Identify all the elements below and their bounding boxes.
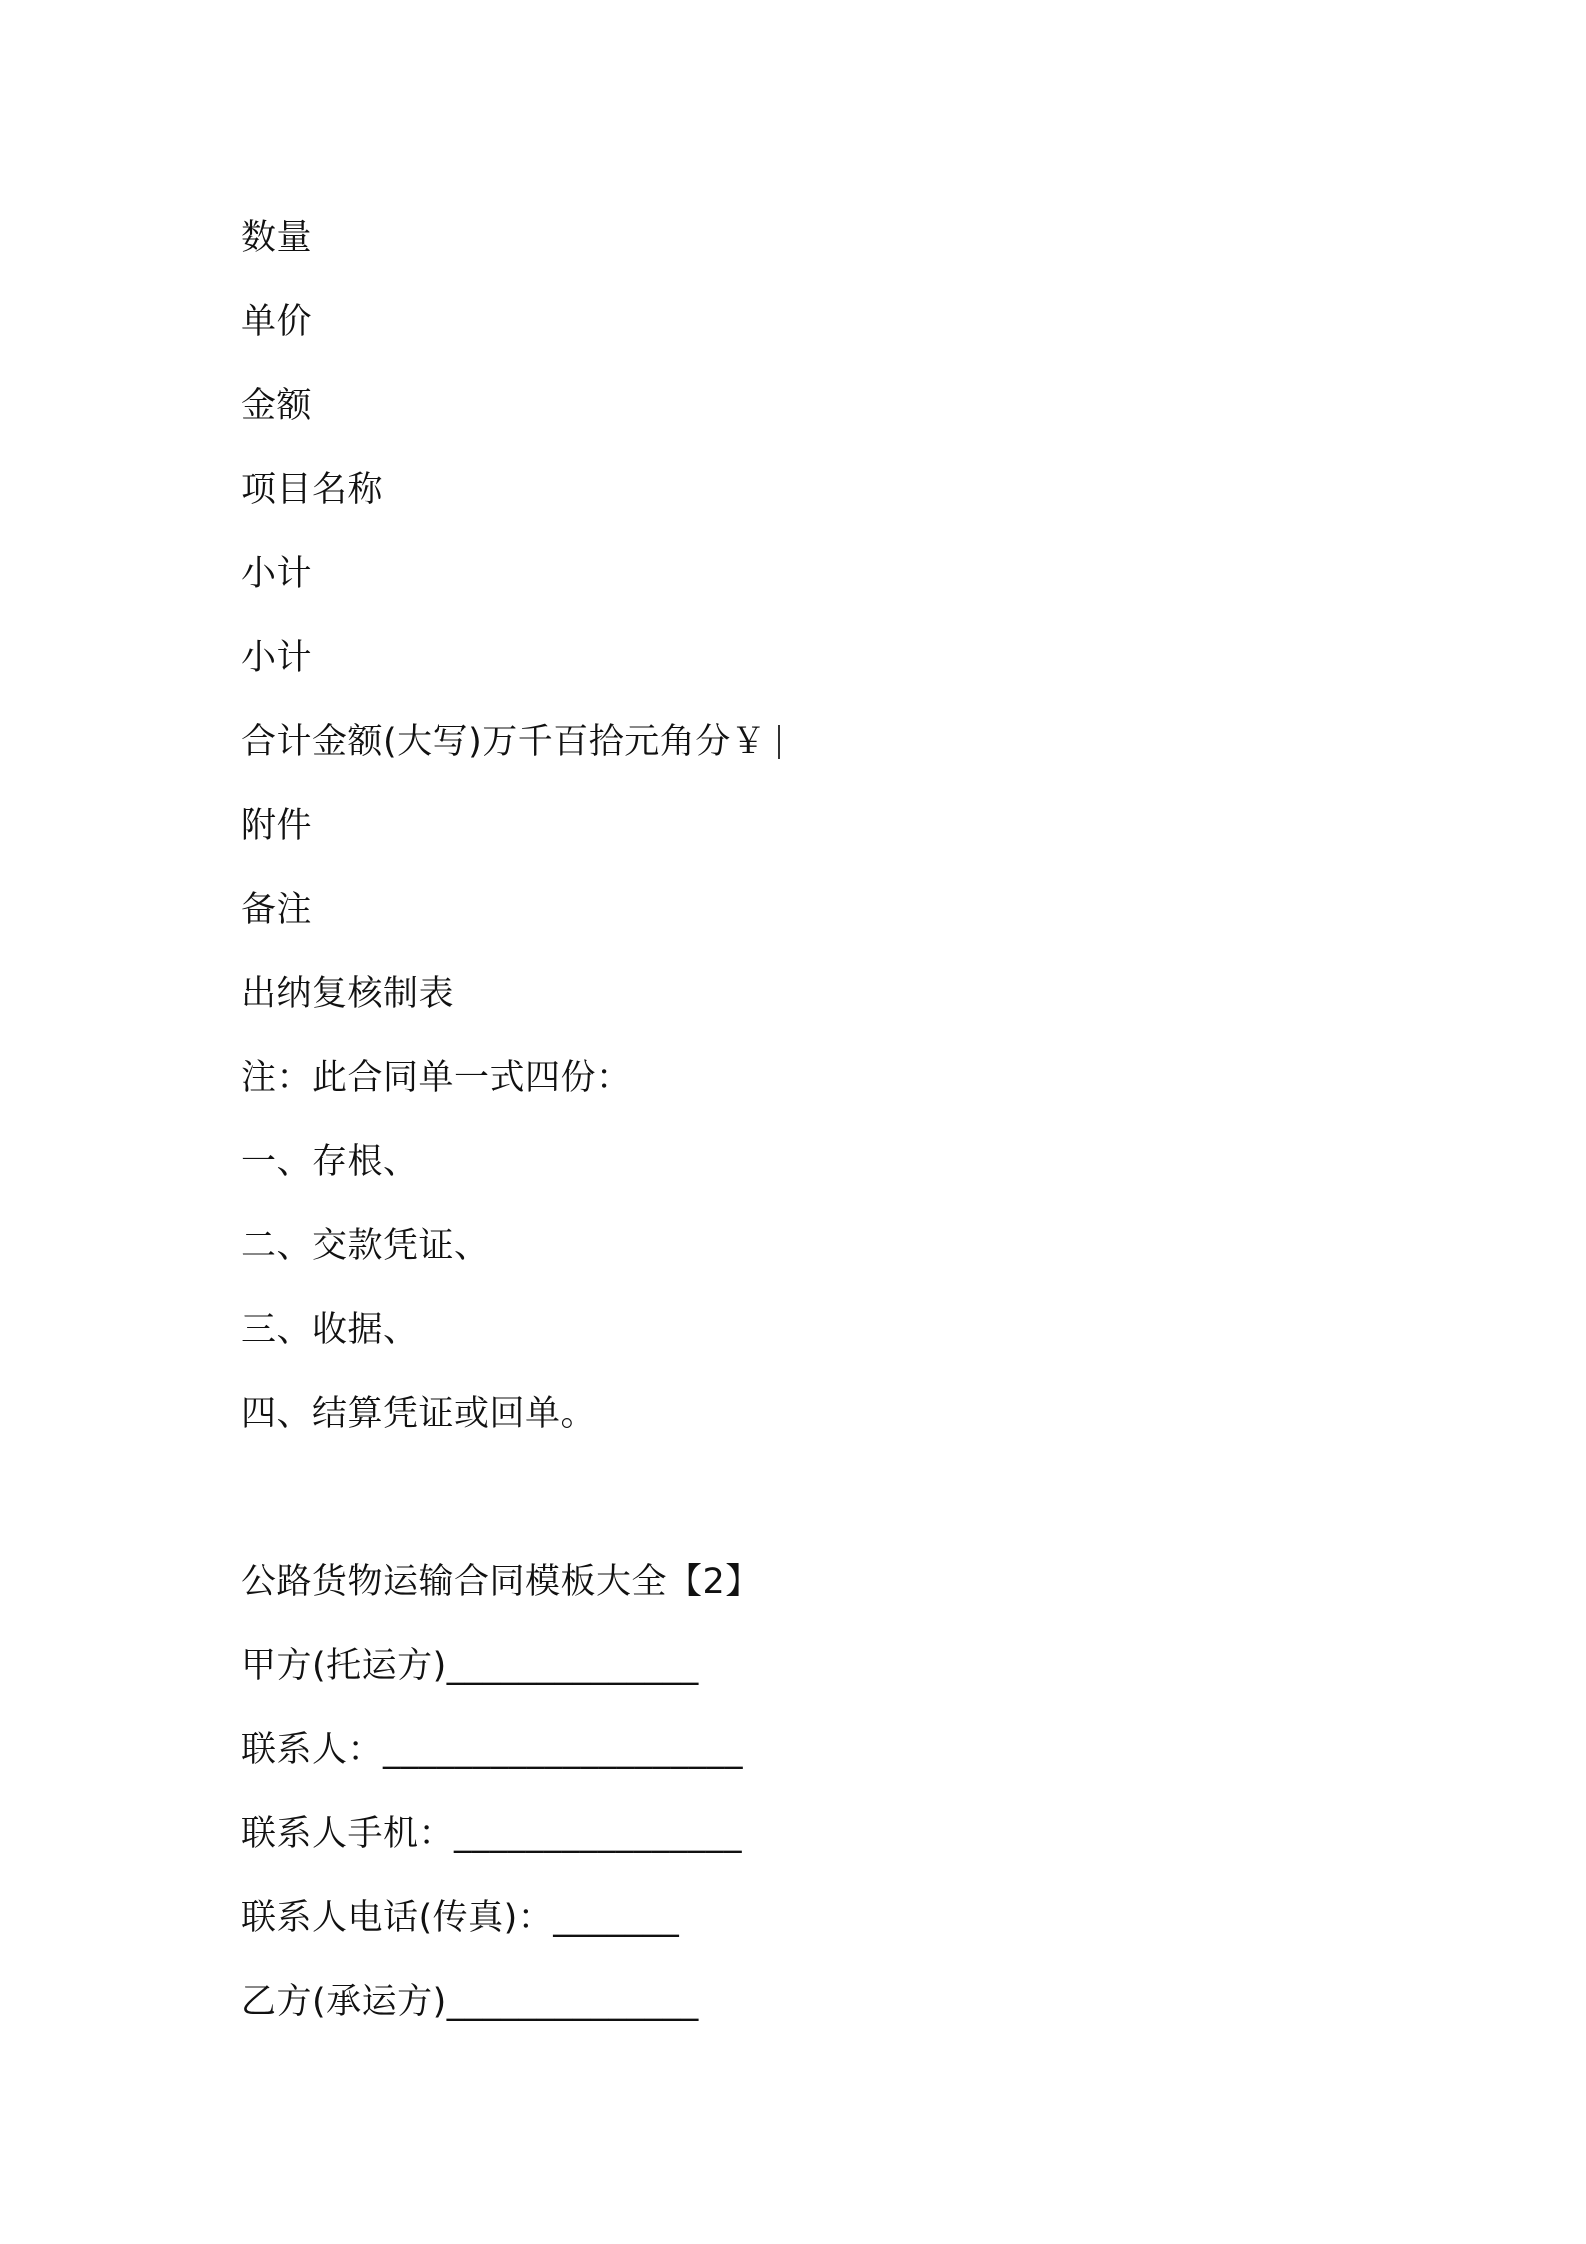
text-line-item-name: 项目名称 bbox=[241, 470, 384, 510]
field-contact-person: 联系人：____________________ bbox=[241, 1730, 744, 1770]
text-line-copy-2: 二、交款凭证、 bbox=[241, 1226, 490, 1266]
text-line-unit-price: 单价 bbox=[241, 302, 313, 342]
text-line-subtotal: 小计 bbox=[241, 554, 313, 594]
text-line-attachment: 附件 bbox=[241, 806, 313, 846]
section-spacer bbox=[241, 1456, 1341, 1540]
text-line-copy-3: 三、收据、 bbox=[241, 1310, 419, 1350]
text-line-copy-4: 四、结算凭证或回单。 bbox=[241, 1394, 597, 1434]
field-contact-mobile: 联系人手机：________________ bbox=[241, 1814, 743, 1854]
field-party-b: 乙方(承运方)______________ bbox=[241, 1982, 699, 2022]
section-title: 公路货物运输合同模板大全【2】 bbox=[241, 1562, 761, 1602]
text-cursor bbox=[778, 725, 780, 759]
text-line-signatures: 出纳复核制表 bbox=[241, 974, 455, 1014]
text-line-subtotal-2: 小计 bbox=[241, 638, 313, 678]
text-line-copy-1: 一、存根、 bbox=[241, 1142, 419, 1182]
field-contact-phone-fax: 联系人电话(传真)：_______ bbox=[241, 1898, 680, 1938]
field-party-a: 甲方(托运方)______________ bbox=[241, 1646, 699, 1686]
total-amount-label: 合计金额(大写)万千百拾元角分￥ bbox=[241, 722, 767, 762]
text-line-remarks: 备注 bbox=[241, 890, 313, 930]
document-body bbox=[241, 196, 1341, 2044]
text-line-note: 注：此合同单一式四份： bbox=[241, 1058, 632, 1098]
text-line-total-amount bbox=[241, 700, 1341, 784]
text-line-amount: 金额 bbox=[241, 386, 313, 426]
text-line-quantity: 数量 bbox=[241, 218, 313, 258]
